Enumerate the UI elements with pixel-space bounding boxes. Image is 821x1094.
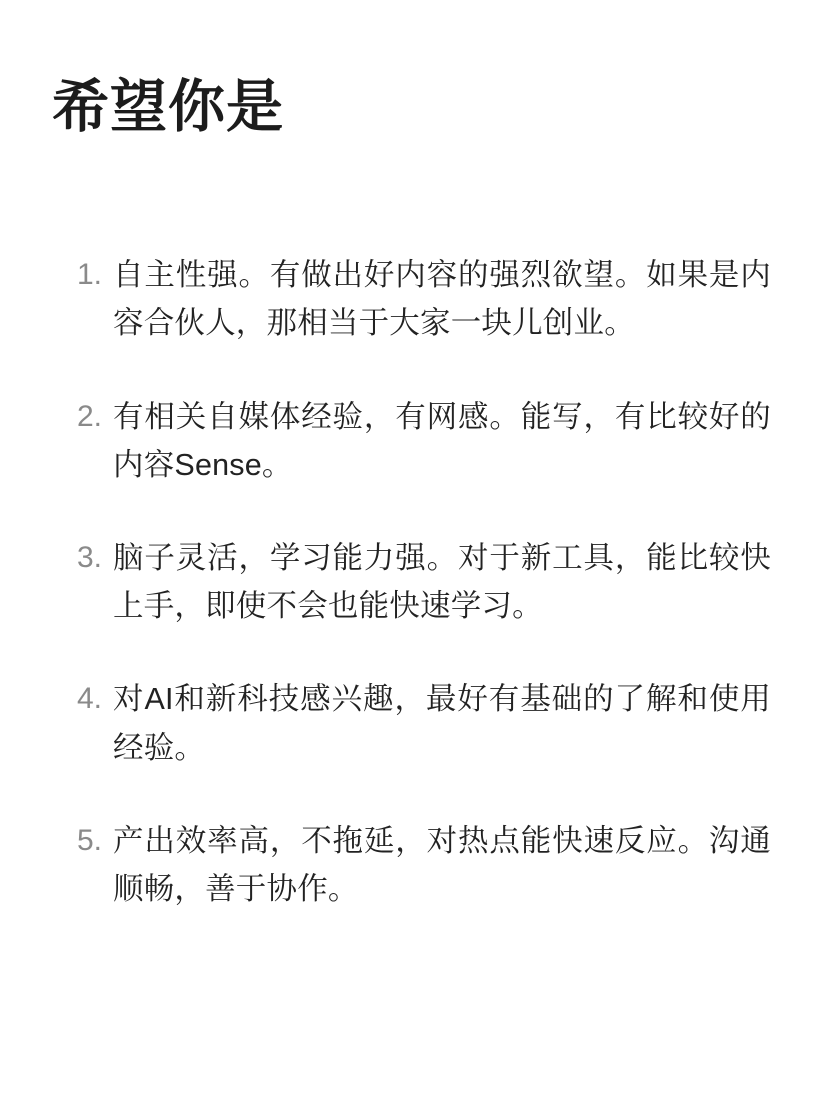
page-title: 希望你是	[52, 75, 284, 139]
list-item-text: 对AI和新科技感兴趣，最好有基础的了解和使用经验。	[113, 682, 771, 765]
list-item-number: 2.	[76, 399, 102, 433]
list-item	[50, 675, 771, 771]
requirements-list	[50, 251, 771, 913]
list-item-number: 5.	[76, 823, 102, 857]
list-item-text: 有相关自媒体经验，有网感。能写，有比较好的内容Sense。	[113, 399, 771, 482]
list-item	[50, 393, 771, 489]
list-item	[50, 817, 771, 913]
list-item-number: 1.	[76, 258, 102, 292]
list-item-number: 4.	[76, 682, 102, 716]
list-item	[50, 251, 771, 347]
list-item-text: 脑子灵活，学习能力强。对于新工具，能比较快上手，即使不会也能快速学习。	[113, 541, 771, 624]
list-item	[50, 534, 771, 630]
list-item-number: 3.	[76, 541, 102, 574]
list-item-text: 产出效率高，不拖延，对热点能快速反应。沟通顺畅，善于协作。	[113, 823, 771, 906]
list-item-text: 自主性强。有做出好内容的强烈欲望。如果是内容合伙人，那相当于大家一块儿创业。	[113, 258, 771, 341]
